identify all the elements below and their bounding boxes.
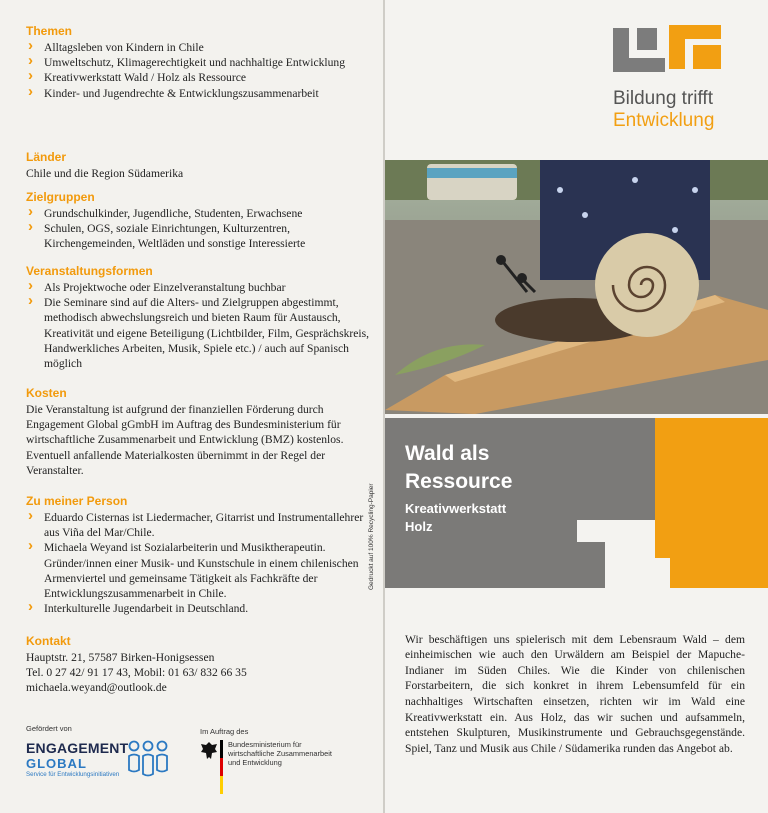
phone: Tel. 0 27 42/ 91 17 43, Mobil: 01 63/ 832 66 35 (26, 666, 247, 680)
email[interactable]: michaela.weyand@outlook.de (26, 681, 167, 695)
orange-block-1 (655, 418, 768, 558)
heading-person: Zu meiner Person (26, 494, 128, 508)
back-panel (0, 0, 383, 813)
eg-name-1: ENGAGEMENT (26, 740, 129, 756)
section-kontakt (26, 634, 371, 696)
heading-laender: Länder (26, 150, 67, 164)
cover-title-2: Ressource (405, 470, 513, 493)
list-item: › Umweltschutz, Klimagerechtigkeit und nachhaltige Entwicklung (26, 55, 371, 70)
white-notch (577, 520, 655, 542)
heading-veranstaltungsformen: Veranstaltungsformen (26, 264, 153, 278)
intro-text: Wir beschäftigen uns spielerisch mit dem Lebensraum Wald – dem einheimischen wie auch den Urwäldern am Beispiel der Mapuche-Indianer im Süden Chiles. Wie die Kinder von chilenischen Forstarbeitern, die sich konkret in ihrem Lebensumfeld für ein nachhaltiges Wirtschaften einsetzen, richten wir im Wald eine Kreativwerkstatt ein. Aus Holz, das wir suchen und aufsammeln, entstehen Skulpturen, Musikinstrumente und Gebrauchsgegenstände. Spiel, Tanz und Musik aus Chile / Südamerika runden das Angebot ab. (405, 632, 745, 755)
cover-panel (385, 0, 768, 813)
list-item: › Alltagsleben von Kindern in Chile (26, 40, 371, 55)
list-item: › Als Projektwoche oder Einzelveranstaltung buchbar (26, 280, 371, 295)
people-icon (128, 740, 168, 778)
section-person (26, 494, 371, 616)
heading-zielgruppen: Zielgruppen (26, 190, 95, 204)
cover-photo (385, 160, 768, 414)
auftrag-label: Im Auftrag des (200, 727, 249, 736)
brand-line-1: Bildung trifft (613, 88, 713, 109)
heading-kosten: Kosten (26, 386, 67, 400)
laender-text: Chile und die Region Südamerika (26, 167, 184, 180)
cover-sub-1: Kreativwerkstatt (405, 501, 507, 516)
snail-photo (385, 160, 768, 414)
list-item: › Michaela Weyand ist Sozialarbeiterin und Musiktherapeutin. Gründer/innen einer Musik- und Kunstschule in einem chilenischen Armenviertel und gemeinsame Tätigkeit als Fachkräfte der Entwicklungszusammenarbeit in Chile. (26, 540, 371, 601)
eagle-icon (200, 740, 218, 762)
cover-title-1: Wald als (405, 442, 490, 465)
list-item: › Kinder- und Jugendrechte & Entwicklungszusammenarbeit (26, 86, 371, 101)
brand-line-2: Entwicklung (613, 110, 715, 131)
section-themen (26, 24, 371, 101)
cover-subtitle (405, 500, 506, 536)
bmz-logo (200, 740, 370, 800)
engagement-global-logo (26, 740, 176, 790)
white-notch-2 (605, 542, 655, 588)
kosten-text: Die Veranstaltung ist aufgrund der finanziellen Förderung durch Engagement Global gGmbH im Auftrag des Bundesministerium für wirtschaftliche Zusammenarbeit und Entwicklung (BMZ) kostenlos. Eventuell anfallende Materialkosten übernimmt in der Regel der Veranstalter. (26, 403, 344, 477)
list-item: › Schulen, OGS, soziale Einrichtungen, Kulturzentren, Kirchengemeinden, Weltläden und sonstige Interessierte (26, 221, 371, 251)
bmz-text (228, 740, 332, 767)
orange-block-2 (670, 558, 768, 588)
cover-sub-2: Holz (405, 519, 433, 534)
list-item: › Eduardo Cisternas ist Liedermacher, Gitarrist und Instrumentallehrer aus Viña del Mar/Chile. (26, 510, 371, 540)
list-item: › Grundschulkinder, Jugendliche, Studenten, Erwachsene (26, 206, 371, 221)
section-laender (26, 150, 371, 181)
heading-themen: Themen (26, 24, 73, 38)
address: Hauptstr. 21, 57587 Birken-Honigsessen (26, 651, 215, 664)
recycling-note: Gedruckt auf 100% Recycling-Papier (368, 483, 375, 590)
heading-kontakt: Kontakt (26, 634, 71, 648)
cover-title (405, 440, 512, 496)
list-item: › Kreativwerkstatt Wald / Holz als Ressource (26, 70, 371, 85)
bmz-line-3: und Entwicklung (228, 758, 282, 767)
bmz-line-2: wirtschaftliche Zusammenarbeit (228, 749, 332, 758)
section-veranstaltungsformen (26, 264, 371, 371)
brand-logo-icon (613, 25, 723, 75)
section-zielgruppen (26, 190, 371, 252)
list-item: › Die Seminare sind auf die Alters- und Zielgruppen abgestimmt, methodisch abwechslungsreich und bieten Raum für Austausch, Kreativität und eigene Beteiligung (Lichtbilder, Film, Gesprächskreis, Handwerkliches Arbeiten, Musik, Spiele etc.) / auch auf Spanisch möglich (26, 295, 371, 371)
flag-bar (220, 740, 223, 794)
gefoerdert-label: Gefördert von (26, 724, 72, 733)
eg-name-2: GLOBAL (26, 756, 87, 771)
section-kosten (26, 386, 371, 478)
eg-tagline: Service für Entwicklungsinitiativen (26, 771, 120, 778)
list-item: › Interkulturelle Jugendarbeit in Deutschland. (26, 601, 371, 616)
bmz-line-1: Bundesministerium für (228, 740, 302, 749)
